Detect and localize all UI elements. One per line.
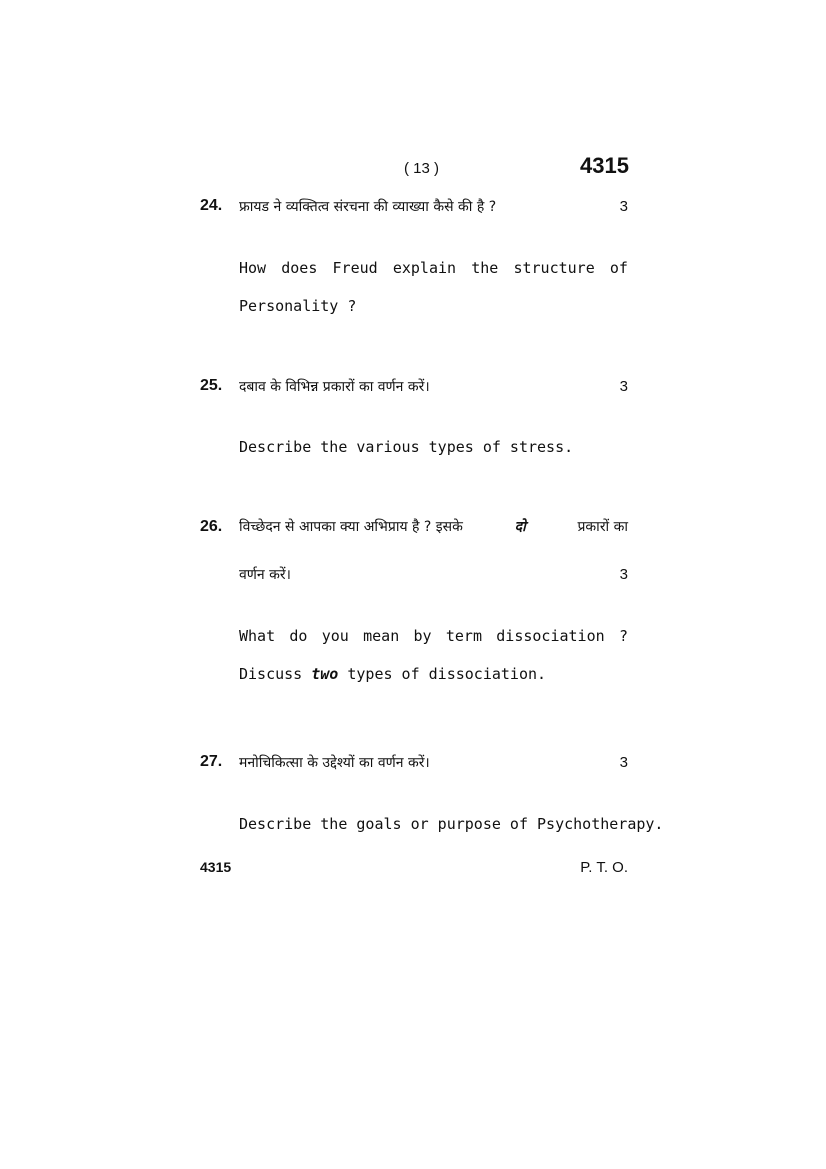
word: mean xyxy=(363,627,400,645)
question-marks: 3 xyxy=(619,378,628,395)
paper-code-footer: 4315 xyxy=(200,859,232,875)
question-english-line1 xyxy=(239,259,628,277)
word: term xyxy=(445,627,482,645)
question-hindi-line1 xyxy=(239,517,628,536)
word: What xyxy=(239,627,276,645)
word: does xyxy=(281,259,318,277)
page-number: ( 13 ) xyxy=(404,160,440,177)
word: of xyxy=(609,259,628,277)
word: do xyxy=(289,627,308,645)
question-marks: 3 xyxy=(619,754,628,771)
paper-code-header: 4315 xyxy=(580,153,629,178)
word: you xyxy=(321,627,349,645)
question-english-line2: Personality ? xyxy=(239,297,357,315)
english-text: types of dissociation. xyxy=(347,665,547,683)
word: dissociation xyxy=(496,627,605,645)
question-marks: 3 xyxy=(619,198,628,215)
question-number: 27. xyxy=(200,753,223,770)
word: structure xyxy=(513,259,595,277)
word: explain xyxy=(392,259,457,277)
word: by xyxy=(413,627,432,645)
word: ? xyxy=(618,627,628,645)
question-hindi-line2: वर्णन करें। xyxy=(239,567,291,583)
question-number: 26. xyxy=(200,518,223,535)
question-marks: 3 xyxy=(619,566,628,583)
question-hindi: फ्रायड ने व्यक्तित्व संरचना की व्याख्या कैसे की है ? xyxy=(239,199,497,215)
hindi-text: विच्छेदन से आपका क्या अभिप्राय है ? इसके xyxy=(239,519,463,535)
hindi-text: प्रकारों का xyxy=(577,519,628,535)
english-bold-word: two xyxy=(311,665,339,683)
question-hindi: मनोचिकित्सा के उद्देश्यों का वर्णन करें। xyxy=(239,755,430,771)
word: Freud xyxy=(332,259,378,277)
question-english-line1: Describe the goals or purpose of Psychotherapy. xyxy=(239,815,664,833)
question-english-line1: Describe the various types of stress. xyxy=(239,438,574,456)
question-hindi: दबाव के विभिन्न प्रकारों का वर्णन करें। xyxy=(239,379,430,395)
pto-label: P. T. O. xyxy=(580,859,628,876)
question-number: 25. xyxy=(200,377,223,394)
question-number: 24. xyxy=(200,197,223,214)
question-english-line2 xyxy=(239,665,546,683)
hindi-bold-word: दो xyxy=(514,519,526,535)
question-english-line1 xyxy=(239,627,628,645)
word: the xyxy=(471,259,499,277)
english-text: Discuss xyxy=(239,665,303,683)
word: How xyxy=(239,259,267,277)
